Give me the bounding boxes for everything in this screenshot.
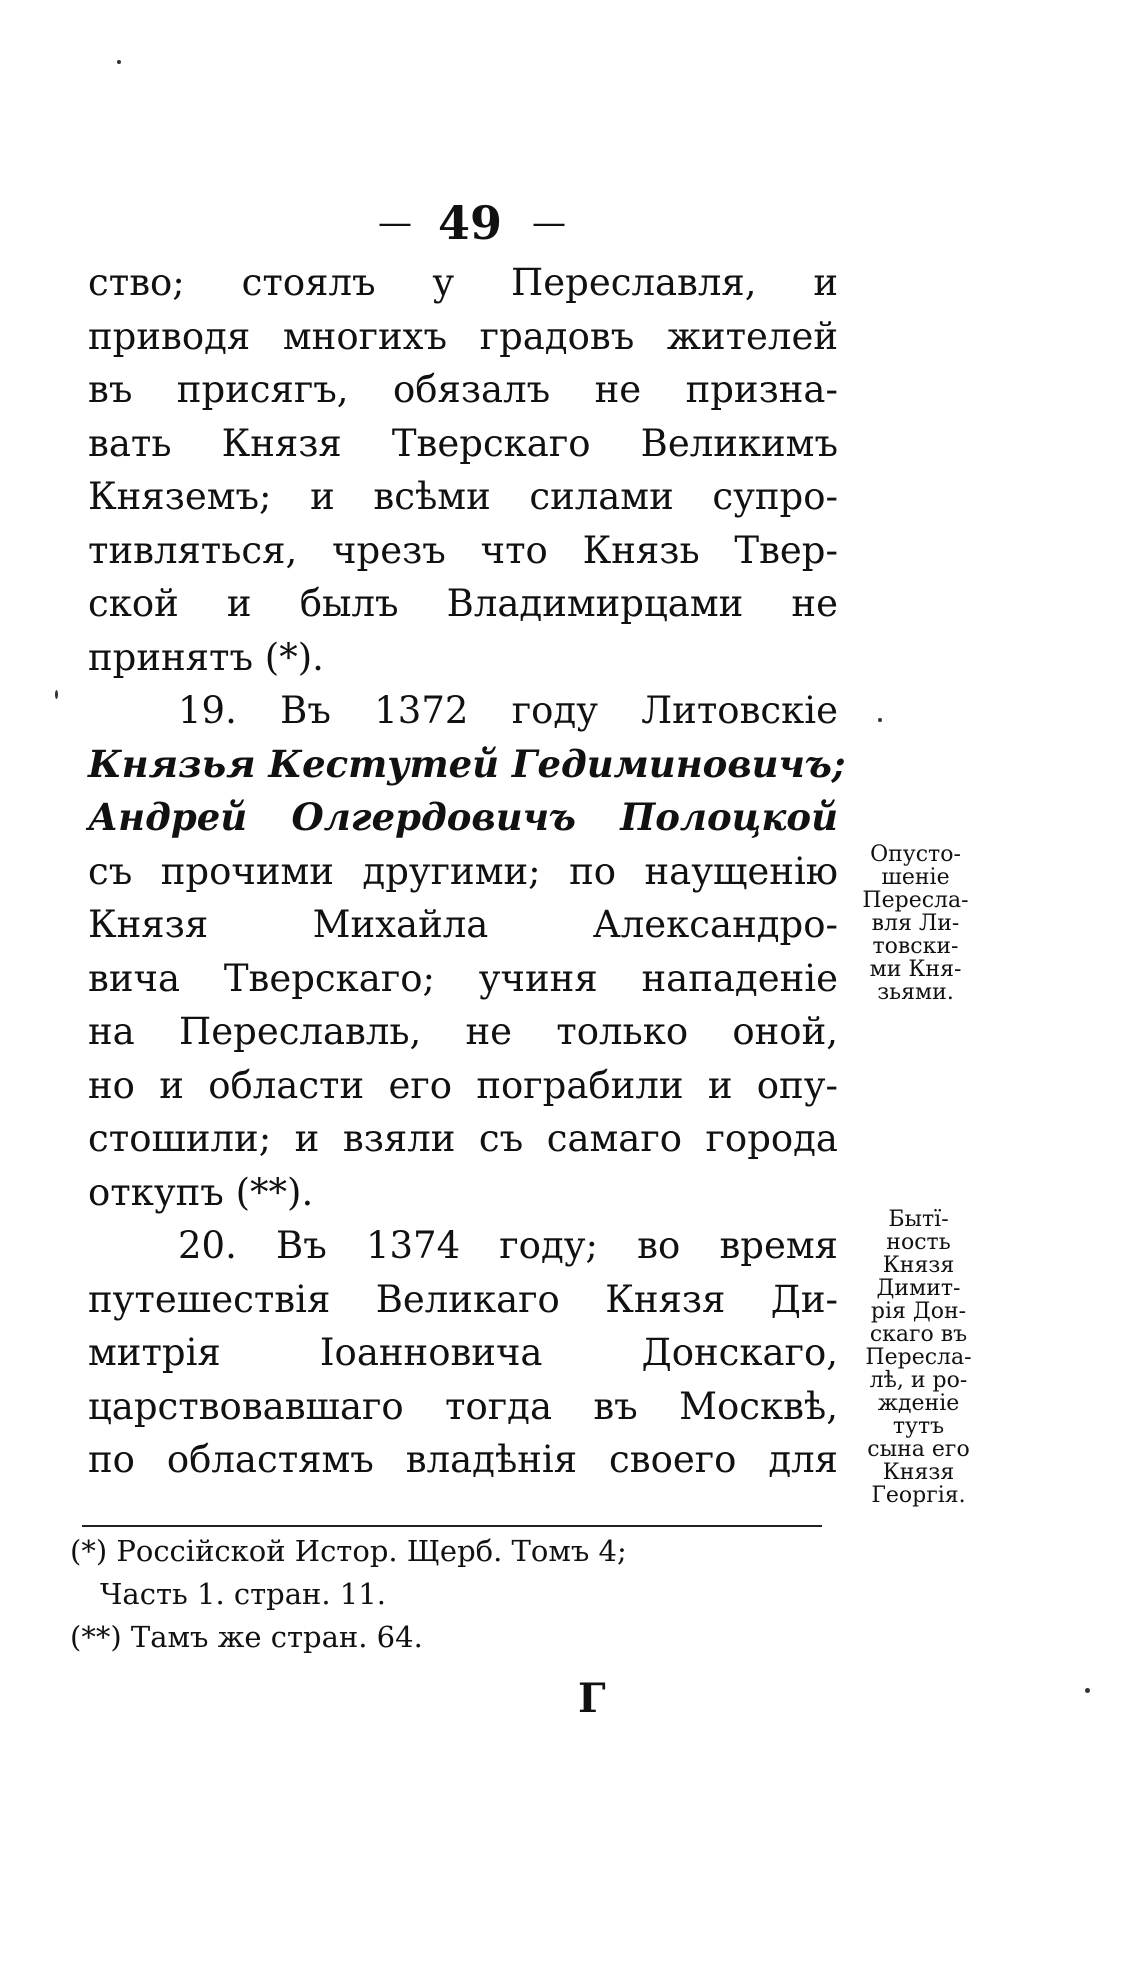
text-line: приводя многихъ градовъ жителей [88, 314, 838, 358]
text-line: царствовавшаго тогда въ Москвѣ, [88, 1384, 838, 1428]
text-line: путешествія Великаго Князя Ди- [88, 1277, 838, 1321]
text-line: на Переславль, не только оной, [88, 1010, 838, 1053]
text-line: Князя Михайла Александро- [88, 903, 838, 946]
margin-note-line: ми Кня- [869, 957, 962, 982]
footnote-1-continued: Часть 1. стран. 11. [100, 1577, 386, 1611]
header-dash-left: — [377, 203, 408, 243]
margin-note-line: зьями. [877, 980, 954, 1005]
text-line: но и области его пограбили и опу- [88, 1063, 838, 1107]
text-line: тивляться, чрезъ что Князь Твер- [88, 528, 838, 572]
paragraph-19-start: 19. Въ 1372 году Литовскіе [178, 689, 838, 732]
footnotes [70, 1530, 830, 1659]
margin-note-devastation [848, 843, 983, 1004]
footnote-2: (**) Тамъ же стран. 64. [70, 1620, 423, 1654]
paper-speck [878, 718, 882, 722]
margin-note-line: Пересла- [862, 888, 969, 913]
paper-speck [55, 690, 58, 699]
paper-speck [1085, 1688, 1090, 1693]
margin-note-line: вля Ли- [871, 911, 960, 936]
text-line: въ присягъ, обязалъ не призна- [88, 368, 838, 411]
text-line: стошили; и взяли съ самаго города [88, 1117, 838, 1160]
text-line: Андрей Олгердовичъ Полоцкой [88, 795, 838, 839]
main-text [88, 256, 846, 1487]
margin-note-line: Опусто- [870, 842, 961, 867]
paragraph-20-start: 20. Въ 1374 году; во время [178, 1224, 838, 1267]
margin-note-line: Князя [882, 1460, 955, 1485]
margin-note-line: Георгія. [871, 1483, 966, 1508]
text-line: ство; стоялъ у Переславля, и [88, 261, 838, 304]
margin-note-line: сына его [867, 1437, 970, 1462]
text-line: принятъ (*). [88, 635, 324, 679]
margin-note-line: товски- [872, 934, 959, 959]
margin-note-line: Князя [882, 1253, 955, 1278]
signature-mark: Г [578, 1675, 606, 1722]
text-line: Княземъ; и всѣми силами супро- [88, 475, 838, 518]
page-header [330, 188, 610, 258]
margin-note-line: ность [886, 1230, 951, 1255]
margin-note-line: шеніе [881, 865, 950, 890]
header-dash-right: — [532, 203, 562, 243]
footnote-1: (*) Россійской Истор. Щерб. Томъ 4; [70, 1534, 627, 1568]
margin-note-line: тутъ [892, 1414, 945, 1439]
text-line: вать Князя Тверскаго Великимъ [88, 421, 838, 465]
margin-note-line: лѣ, и ро- [869, 1368, 968, 1393]
text-line: митрія Іоанновича Донскаго, [88, 1331, 838, 1374]
text-line: Князья Кестутей Гедиминовичъ; [88, 741, 846, 786]
text-line: по областямъ владѣнія своего для [88, 1438, 838, 1481]
margin-note-visit [846, 1208, 991, 1507]
margin-note-line: рія Дон- [870, 1299, 967, 1324]
margin-note-line: Пересла- [865, 1345, 972, 1370]
margin-note-line: Бытї- [888, 1207, 949, 1232]
text-line: ской и былъ Владимирцами не [88, 582, 838, 625]
margin-note-line: скаго въ [869, 1322, 968, 1347]
text-line: съ прочими другими; по наущенію [88, 849, 838, 893]
paper-speck [117, 60, 121, 64]
footnote-divider [82, 1525, 822, 1527]
margin-note-line: Димит- [876, 1276, 961, 1301]
text-line: вича Тверскаго; учиня нападеніе [88, 956, 838, 1000]
page-number: 49 [437, 196, 502, 250]
text-line: откупъ (**). [88, 1170, 314, 1214]
margin-note-line: жденіе [877, 1391, 960, 1416]
